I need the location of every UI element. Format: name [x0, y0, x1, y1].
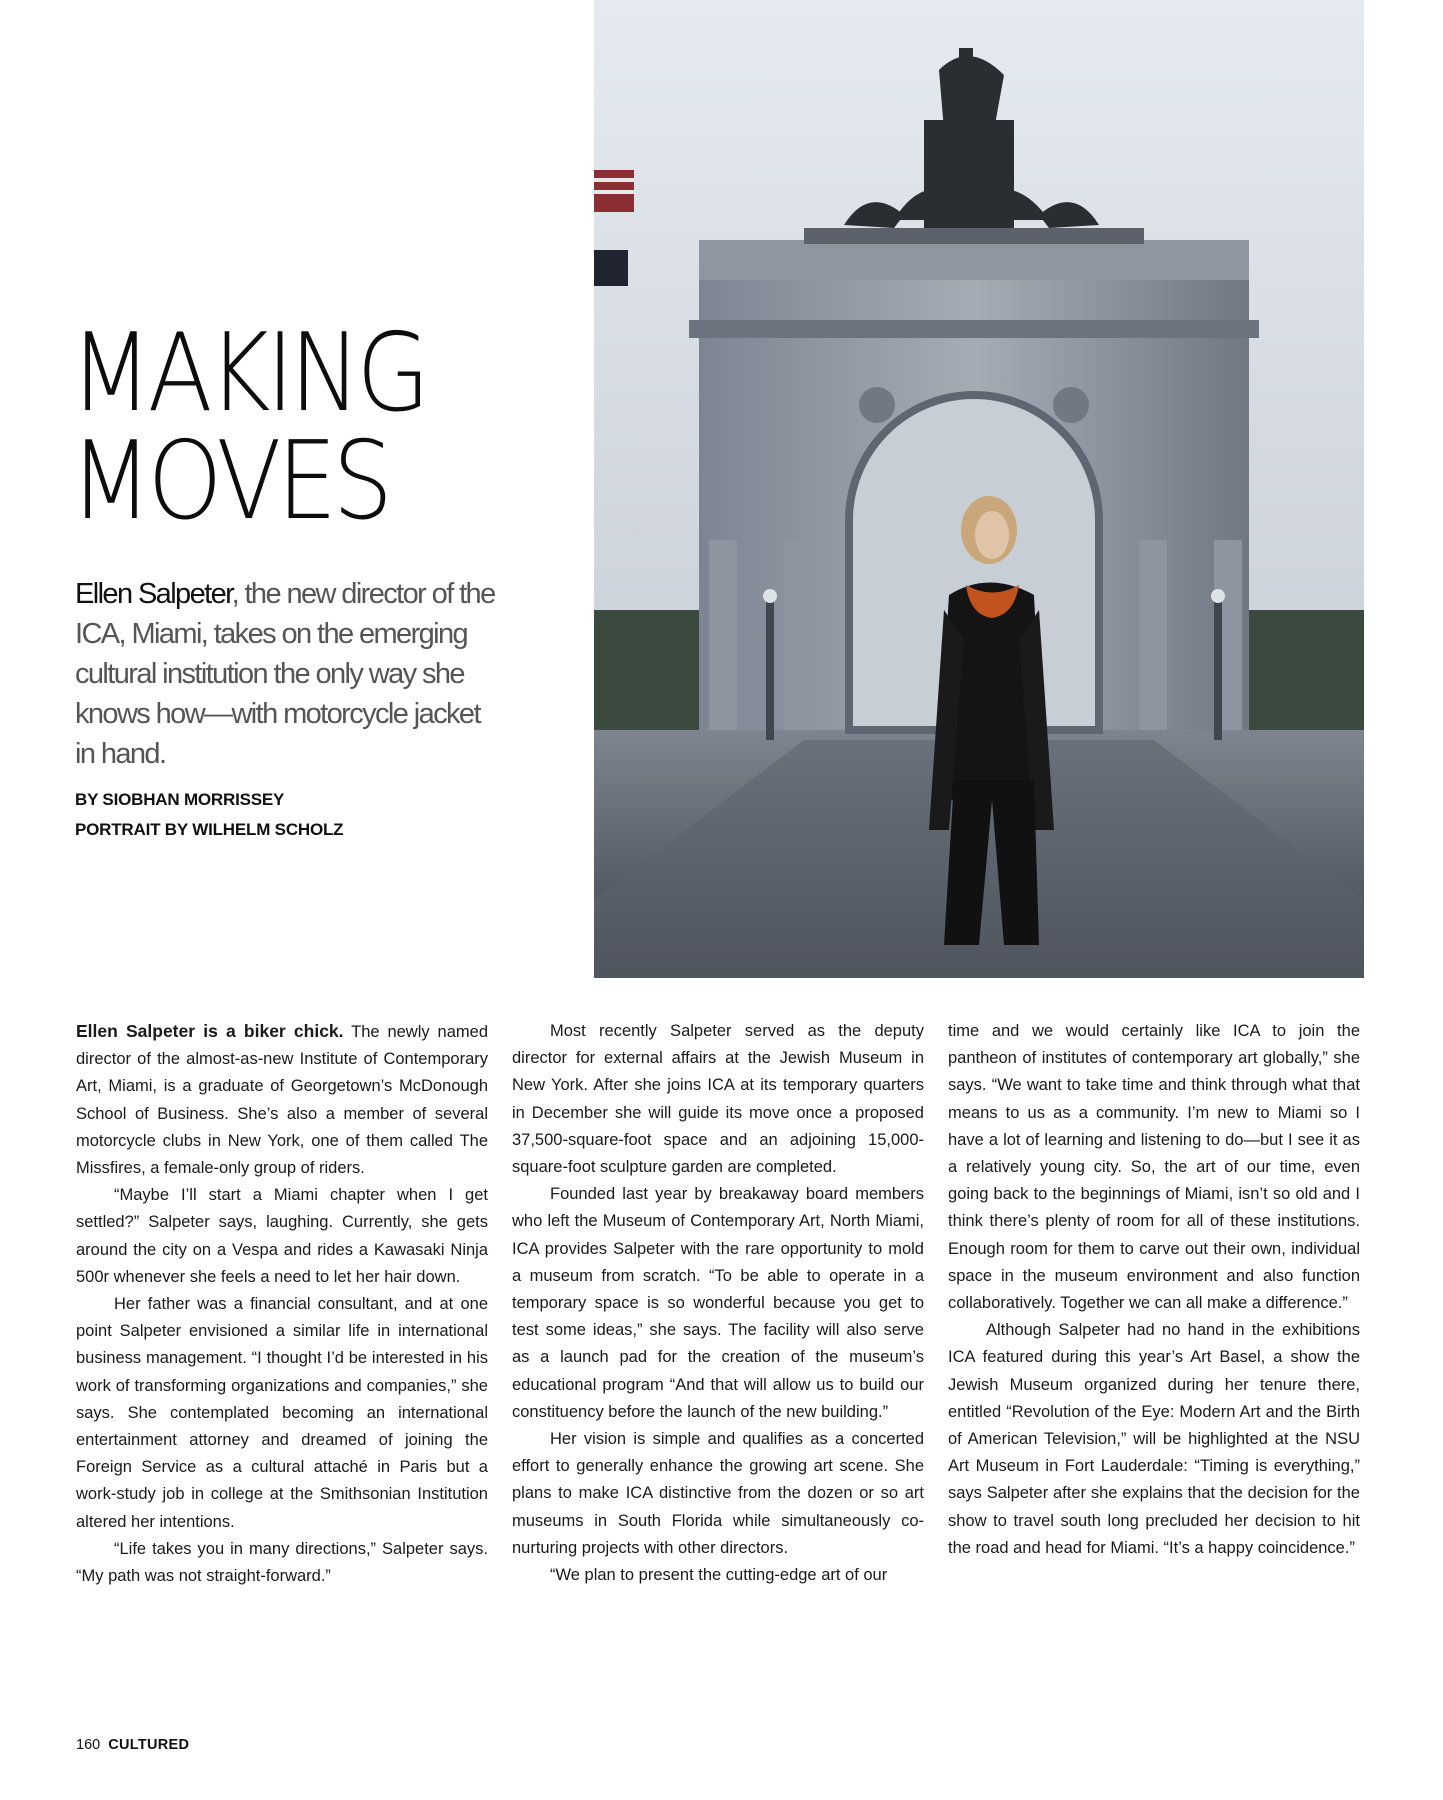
paragraph: “Life takes you in many directions,” Salpeter says. “My path was not straight-forward.” — [76, 1539, 488, 1586]
portrait-illustration — [594, 0, 1364, 978]
paragraph: Her father was a financial consultant, and at one point Salpeter envisioned a similar life in international business management. “I thought I’d be interested in his work of transforming organizations and companies,” she says. She contemplated becoming an international entertainment attorney and dreamed of joining the Foreign Service as a cultural attaché in Paris but a work-study job in college at the Smithsonian Institution altered her intentions. — [76, 1295, 488, 1531]
paragraph — [76, 1018, 488, 1182]
dek — [75, 574, 505, 774]
paragraph: Her vision is simple and qualifies as a concerted effort to generally enhance the growing art scene. She plans to make ICA distinctive from the dozen or so art museums in South Florida while simultaneously co-nurturing projects with other directors. — [512, 1430, 924, 1557]
body-column-2 — [512, 1018, 924, 1589]
paragraph-text: The newly named director of the almost-as-new Institute of Contemporary Art, Miami, is a graduate of Georgetown’s McDonough School of Business. She’s also a member of several motorcycle clubs in New York, one of them called The Missfires, a female-only group of riders. — [76, 1023, 488, 1178]
dek-text: , the new director of the ICA, Miami, takes on the emerging cultural institution the only way she knows how—with motorcycle jacket in hand. — [75, 578, 495, 770]
credits — [75, 785, 495, 845]
page-footer — [76, 1737, 189, 1753]
paragraph: Most recently Salpeter served as the deputy director for external affairs at the Jewish Museum in New York. After she joins ICA at its temporary quarters in December she will guide its move once a proposed 37,500-square-foot space and an adjoining 15,000-square-foot sculpture garden are completed. — [512, 1022, 924, 1177]
paragraph: “We plan to present the cutting-edge art of our — [550, 1566, 888, 1585]
portrait-photo — [594, 0, 1364, 978]
dek-name: Ellen Salpeter — [75, 578, 232, 610]
portrait-credit: PORTRAIT BY WILHELM SCHOLZ — [75, 820, 344, 839]
body-column-1 — [76, 1018, 488, 1590]
body-column-3 — [948, 1018, 1360, 1562]
lead-in: Ellen Salpeter is a biker chick. — [76, 1021, 344, 1041]
paragraph: Founded last year by breakaway board members who left the Museum of Contemporary Art, North Miami, ICA provides Salpeter with the rare opportunity to mold a museum from scratch. “To be able to operate in a temporary space is so wonderful because you get to test some ideas,” she says. The facility will also serve as a launch pad for the creation of the museum’s educational program “And that will allow us to build our constituency before the launch of the new building.” — [512, 1185, 924, 1421]
page-number: 160 — [76, 1737, 101, 1753]
headline — [70, 311, 528, 544]
headline-line-2: MOVES — [70, 419, 389, 544]
paragraph: “Maybe I’ll start a Miami chapter when I get settled?” Salpeter says, laughing. Currently, she gets around the city on a Vespa and rides a Kawasaki Ninja 500r whenever she feels a need to let her hair down. — [76, 1186, 488, 1286]
paragraph: time and we would certainly like ICA to join the pantheon of institutes of contemporary art globally,” she says. “We want to take time and think through what that means to us as a community. I’m new to Miami so I have a lot of learning and listening to do—but I see it as a relatively young city. So, the art of our time, even going back to the beginnings of Miami, isn’t so old and I think there’s plenty of room for all of these institutions. Enough room for them to carve out their own, individual space in the museum environment and also function collaboratively. Together we can all make a difference.” — [948, 1022, 1360, 1313]
headline-line-1: MAKING — [70, 311, 426, 436]
byline: BY SIOBHAN MORRISSEY — [75, 790, 285, 809]
paragraph: Although Salpeter had no hand in the exhibitions ICA featured during this year’s Art Basel, a show the Jewish Museum organized during her tenure there, entitled “Revolution of the Eye: Modern Art and the Birth of American Television,” will be highlighted at the NSU Art Museum in Fort Lauderdale: “Timing is everything,” says Salpeter after she explains that the decision for the show to travel south long precluded her decision to hit the road and head for Miami. “It’s a happy coincidence.” — [948, 1321, 1360, 1557]
magazine-name: CULTURED — [108, 1737, 190, 1753]
